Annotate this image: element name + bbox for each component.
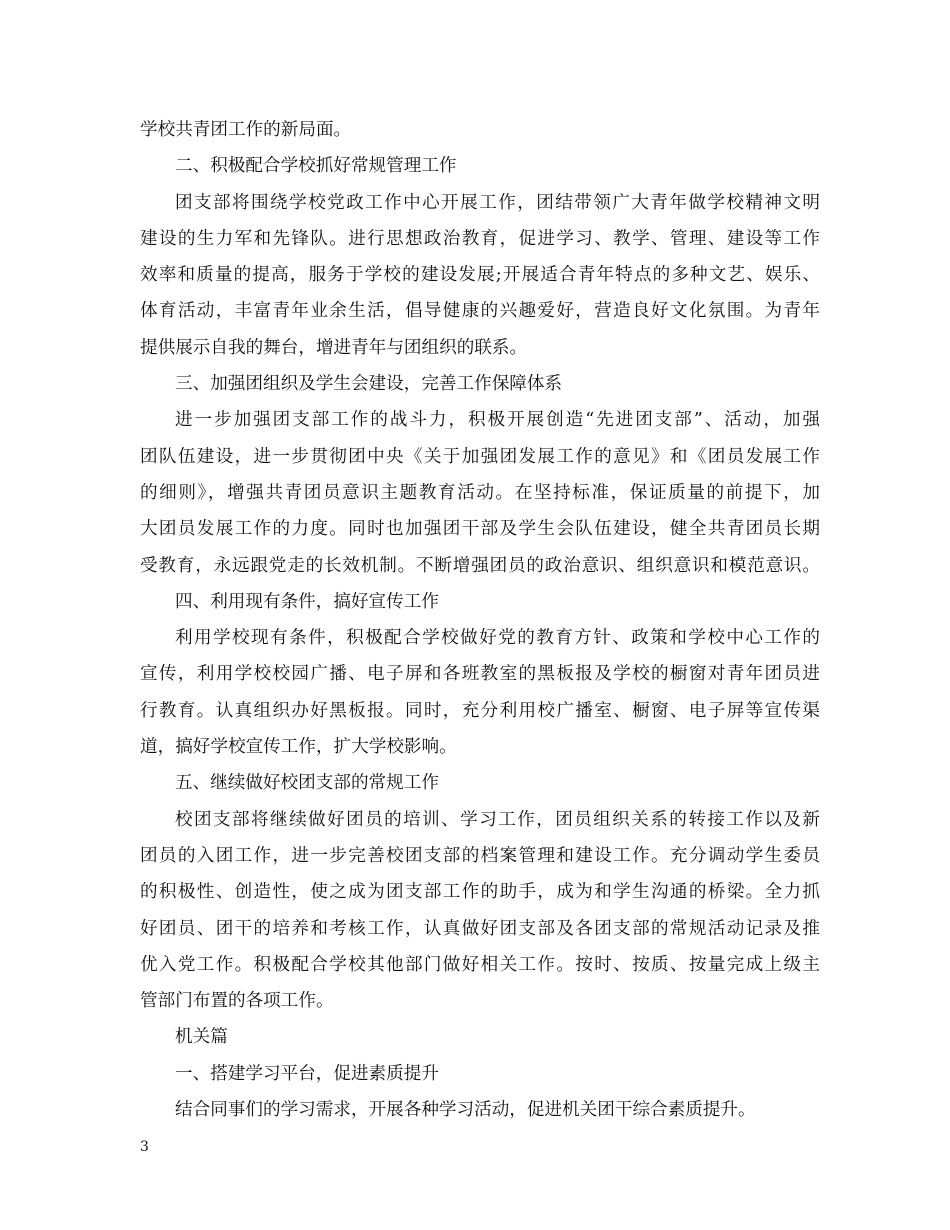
page-number: 3 (140, 1139, 149, 1155)
text-line: 效率和质量的提高，服务于学校的建设发展;开展适合青年特点的多种文艺、娱乐、 (140, 265, 820, 286)
text-line: 建设的生力军和先锋队。进行思想政治教育，促进学习、教学、管理、建设等工作 (140, 228, 820, 249)
text-line: 宣传，利用学校校园广播、电子屏和各班教室的黑板报及学校的橱窗对青年团员进 (140, 664, 820, 685)
text-line: 大团员发展工作的力度。同时也加强团干部及学生会队伍建设，健全共青团员长期 (140, 519, 820, 540)
text-line: 团队伍建设，进一步贯彻团中央《关于加强团发展工作的意见》和《团员发展工作 (140, 446, 820, 467)
text-line: 管部门布置的各项工作。 (140, 991, 334, 1012)
text-line: 团员的入团工作，进一步完善校团支部的档案管理和建设工作。充分调动学生委员 (140, 845, 820, 866)
text-line: 三、加强团组织及学生会建设，完善工作保障体系 (175, 374, 563, 395)
text-line: 优入党工作。积极配合学校其他部门做好相关工作。按时、按质、按量完成上级主 (140, 954, 820, 975)
text-line: 五、继续做好校团支部的常规工作 (175, 773, 439, 794)
text-line: 一、搭建学习平台，促进素质提升 (175, 1063, 439, 1084)
text-line: 的积极性、创造性，使之成为团支部工作的助手，成为和学生沟通的桥梁。全力抓 (140, 882, 820, 903)
document-body (140, 112, 820, 1128)
text-line: 机关篇 (175, 1027, 228, 1048)
text-line: 利用学校现有条件，积极配合学校做好党的教育方针、政策和学校中心工作的 (175, 628, 820, 649)
text-line: 提供展示自我的舞台，增进青年与团组织的联系。 (140, 337, 528, 358)
text-line: 的细则》，增强共青团员意识主题教育活动。在坚持标准，保证质量的前提下，加 (140, 482, 820, 503)
text-line: 道，搞好学校宣传工作，扩大学校影响。 (140, 737, 457, 758)
text-line: 受教育，永远跟党走的长效机制。不断增强团员的政治意识、组织意识和模范意识。 (140, 555, 820, 576)
text-line: 校团支部将继续做好团员的培训、学习工作，团员组织关系的转接工作以及新 (175, 809, 820, 830)
text-line: 二、积极配合学校抓好常规管理工作 (175, 156, 457, 177)
text-line: 四、利用现有条件，搞好宣传工作 (175, 591, 439, 612)
text-line: 好团员、团干的培养和考核工作，认真做好团支部及各团支部的常规活动记录及推 (140, 918, 820, 939)
text-line: 进一步加强团支部工作的战斗力，积极开展创造“先进团支部”、活动，加强 (175, 410, 820, 431)
text-line: 行教育。认真组织办好黑板报。同时，充分利用校广播室、橱窗、电子屏等宣传渠 (140, 700, 820, 721)
text-line: 结合同事们的学习需求，开展各种学习活动，促进机关团干综合素质提升。 (175, 1100, 756, 1121)
text-line: 学校共青团工作的新局面。 (140, 120, 352, 140)
text-line: 团支部将围绕学校党政工作中心开展工作，团结带领广大青年做学校精神文明 (175, 192, 820, 213)
text-line: 体育活动，丰富青年业余生活，倡导健康的兴趣爱好，营造良好文化氛围。为青年 (140, 301, 820, 322)
